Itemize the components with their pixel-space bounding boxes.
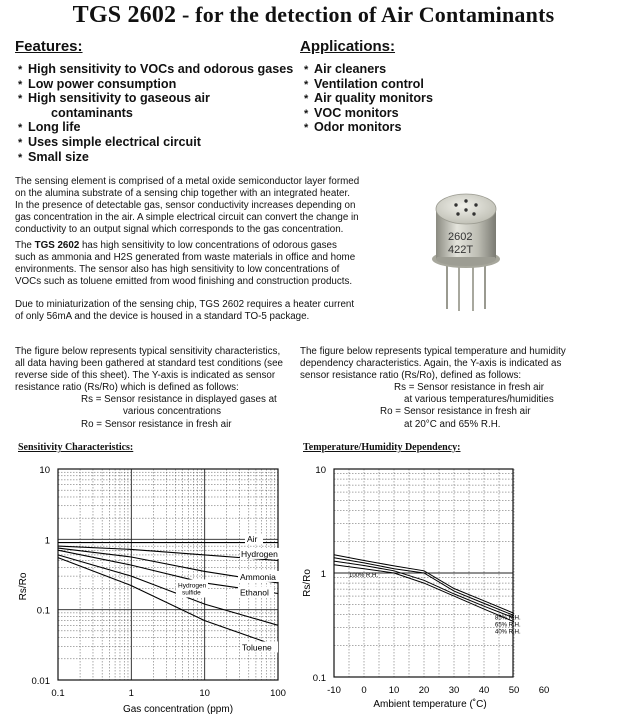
feature-item: * Small size xyxy=(18,149,89,164)
x-tick-label: -10 xyxy=(327,685,341,696)
y-tick-label: 10 xyxy=(39,465,50,476)
series-label: Toluene xyxy=(242,642,272,653)
bullet-icon: * xyxy=(304,64,309,76)
features-list xyxy=(15,62,300,164)
sensor-pin xyxy=(484,263,486,309)
y-tick-label: 1 xyxy=(44,535,50,547)
y-tick-label: 1 xyxy=(320,569,326,580)
features-heading: Features: xyxy=(15,38,83,55)
application-item: * Air cleaners xyxy=(304,62,387,76)
x-axis-label: Gas concentration (ppm) xyxy=(122,704,234,715)
sensor-pin xyxy=(472,267,474,311)
x-tick-label: 40 xyxy=(478,685,490,696)
application-item: * Odor monitors xyxy=(304,120,402,135)
feature-item: * High sensitivity to VOCs and odorous gases xyxy=(18,62,294,76)
y-tick-label: 0.1 xyxy=(312,673,326,684)
y-tick-label: 10 xyxy=(315,465,326,476)
series-label: 85% R.H. xyxy=(495,615,521,622)
temperature-chart xyxy=(290,455,627,720)
bullet-icon: * xyxy=(304,78,309,91)
series-label: sulfide xyxy=(182,589,201,597)
x-tick-label: 60 xyxy=(538,685,550,696)
bullet-icon: * xyxy=(304,93,309,106)
feature-item-continuation: contaminants xyxy=(51,105,133,120)
feature-item: * Uses simple electrical circuit xyxy=(18,134,201,149)
x-tick-label: 10 xyxy=(388,685,400,696)
sensor-marking-2: 422T xyxy=(448,244,474,256)
application-item: * Air quality monitors xyxy=(304,91,433,106)
sensor-pin xyxy=(458,267,460,311)
vent-hole xyxy=(472,212,475,215)
sensor-marking-1: 2602 xyxy=(448,231,473,243)
vent-hole xyxy=(464,208,467,211)
right-caption: The figure below represents typical temperature and humidity dependency characteristics. Again, the Y-axis is indicated as sensor resistance ratio (Rs/Ro), defined as follows: Rs = Sensor resistance in fresh air at various temperatures/humidities Ro = Sensor resistance in fresh air at 20°C and 65% R.H. xyxy=(300,346,566,430)
bullet-icon: * xyxy=(304,122,309,135)
x-tick-label: 100 xyxy=(270,688,286,699)
feature-item: * Long life xyxy=(18,120,81,135)
x-tick-label: 30 xyxy=(448,685,460,696)
application-item: * Ventilation control xyxy=(304,76,424,91)
sensitivity-chart xyxy=(0,455,300,720)
series-label: Ammonia xyxy=(240,571,276,582)
series-label: 100% R.H. xyxy=(349,572,379,579)
description-p3: Due to miniaturization of the sensing chip, TGS 2602 requires a heater current of only 56mA and the device is housed in a standard TO-5 package. xyxy=(15,299,355,323)
bullet-icon: * xyxy=(18,93,23,106)
x-tick-label: 0.1 xyxy=(51,688,65,699)
series-label: Hydrogen xyxy=(178,582,207,590)
vent-hole xyxy=(456,212,459,215)
feature-item: * Low power consumption xyxy=(18,76,177,91)
vent-hole xyxy=(464,199,467,202)
x-tick-label: 1 xyxy=(128,688,134,699)
y-tick-label: 0.1 xyxy=(36,605,50,617)
series-label: Ethanol xyxy=(240,587,269,598)
application-item: * VOC monitors xyxy=(304,105,399,120)
bullet-icon: * xyxy=(18,78,23,91)
sensor-pin xyxy=(446,263,448,309)
x-axis-label: Ambient temperature (˚C) xyxy=(373,699,487,710)
y-axis-label: Rs/Ro xyxy=(18,572,29,601)
title-rest: - for the detection of Air Contaminants xyxy=(176,2,555,27)
vent-hole xyxy=(474,203,477,206)
title-model: TGS 2602 xyxy=(72,2,177,28)
series-label: 65% R.H. xyxy=(495,622,521,629)
x-tick-label: 10 xyxy=(199,688,210,699)
series-line xyxy=(58,558,278,647)
description-p2: The TGS 2602 has high sensitivity to low concentrations of odorous gases such as ammonia and H2S generated from waste materials in office and home environments. The sensor also has high sensitivity to low concentrations of VOCs such as toluene emitted from wood finishing and construction products. xyxy=(15,240,356,288)
feature-item: * High sensitivity to gaseous air xyxy=(18,91,210,106)
bullet-icon: * xyxy=(18,136,23,149)
chart-title-sensitivity: Sensitivity Characteristics: xyxy=(18,442,134,453)
x-tick-label: 0 xyxy=(361,685,367,696)
bullet-icon: * xyxy=(18,122,23,135)
y-axis-label: Rs/Ro xyxy=(302,569,313,597)
x-tick-label: 50 xyxy=(508,685,520,696)
bullet-icon: * xyxy=(18,64,23,76)
series-label: Hydrogen xyxy=(241,548,278,559)
series-label: Air xyxy=(247,534,258,545)
bullet-icon: * xyxy=(304,107,309,120)
left-caption: The figure below represents typical sensitivity characteristics, all data having been gathered at standard test conditions (see reverse side of this sheet). The Y-axis is indicated as sensor resistance ratio (Rs/Ro) which is defined as follows: Rs = Sensor resistance in displayed gases at various concentrations Ro = Sensor resistance in fresh air xyxy=(15,346,283,430)
applications-list xyxy=(301,62,521,135)
series-label: 40% R.H. xyxy=(495,629,521,636)
applications-heading: Applications: xyxy=(300,38,396,55)
vent-hole xyxy=(454,203,457,206)
chart-title-temperature: Temperature/Humidity Dependency: xyxy=(303,442,461,453)
description-p1: The sensing element is comprised of a metal oxide semiconductor layer formed on the alumina substrate of a sensing chip together with an integrated heater. In the presence of detectable gas, sensor conductivity increases depending on gas concentration in the air. A simple electrical circuit can convert the change in conductivity to an output signal which corresponds to the gas concentration. xyxy=(15,176,360,236)
y-tick-label: 0.01 xyxy=(31,676,50,687)
bullet-icon: * xyxy=(18,151,23,164)
sensor-photo xyxy=(428,183,508,313)
x-tick-label: 20 xyxy=(418,685,430,696)
page-title xyxy=(0,2,627,29)
